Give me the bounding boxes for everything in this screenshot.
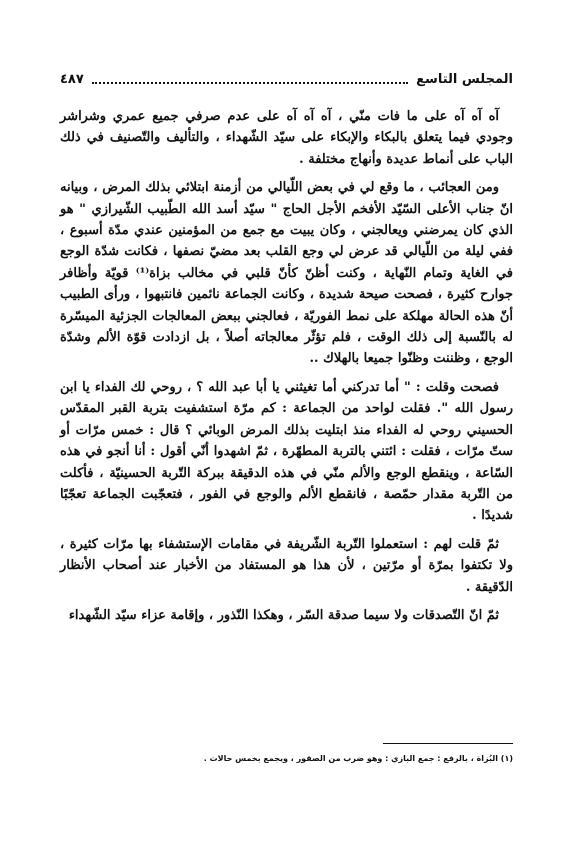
paragraph: ومن العجائب ، ما وقع لي في بعض اللّيالي من أزمنة ابتلائي بذلك المرض ، وبيانه انّ جناب الأعلى السّيّد الأفخم الأجل الحاج " سيّد أسد الله الطّبيب الشّيرازي " هو الذي كان يمرضني ويعالجني ، وكان يبيت مع جمع من المؤمنين عندي مدّة أسبوع ، ففي ليلة من اللّيالي قد عرض لي وجع القلب بعد مضيّ نصفها ، فكانت شدّة الوجع في الغاية وتمام النّهاية ، وكنت أظنّ كأنّ قلبي في مخالب بزاة⁽¹⁾ قويّة وأظافر جوارح كثيرة ، فصحت صيحة شديدة ، وكانت الجماعة نائمين فانتبهوا ، ورأى الطبيب أنّ هذه الحالة مهلكة على نمط الفوريّة ، فعالجني ببعض المعالجات الجزئية الميسّرة له بالنّسبة إلى ذلك الوقت ، فلم تؤثّر معالجاته أصلاً ، بل ازدادت قوّة الألم وشدّة الوجع ، وظننت وظنّوا جميعا بالهلاك ..: [60, 180, 514, 367]
header-dot-leader: [92, 74, 408, 84]
page-body: [60, 106, 513, 626]
paragraph: فصحت وقلت : " أما تدركني أما تغيثني يا أبا عبد الله ؟ ، روحي لك الفداء يا ابن رسول الله ". فقلت لواحد من الجماعة : كم مرّة استشفيت بتربة القبر المقدّس الحسيني روحي له الفداء منذ ابتليت بذلك المرض الوبائي ؟ قال : خمس مرّات أو ستّ مرّات ، فقلت : ائتني بالتربة المطهّرة ، ثمّ اشهدوا أنّي أقول : أنا أنجو في هذه السّاعة ، وينقطع الوجع والألم منّي في هذه الدقيقة ببركة التّربة الحسينيّة ، فأكلت من التّربة مقدار حمّصة ، فانقطع الألم والوجع في الفور ، فتعجّبت الجماعة تعجّبًا شديدًا .: [60, 379, 513, 524]
footnote: (١) البُزاة ، بالرفع : جمع البازي : وهو ضرب من الصقور ، ويجمع بخمس حالات .: [203, 754, 513, 763]
paragraph: آه آه آه على ما فات منّي ، آه آه آه على عدم صرفي جميع عمري وشراشر وجودي فيما يتعلق بالبكاء والإبكاء على سيّد الشّهداء ، والتأليف والتّصنيف في ذلك الباب على أنماط عديدة وأنهاج مختلفة .: [60, 109, 513, 167]
chapter-title: المجلس التاسع: [416, 71, 513, 87]
footnote-divider: [383, 743, 513, 744]
paragraph: ثمّ قلت لهم : استعملوا التّربة الشّريفة في مقامات الإستشفاء بها مرّات كثيرة ، ولا تكتفوا بمرّة أو مرّتين ، لأن هذا هو المستفاد من الأخبار عند أصحاب الأنظار الدّقيقة .: [60, 536, 513, 595]
running-header: [60, 68, 513, 90]
page-number: ٤٨٧: [60, 71, 84, 87]
paragraph: ثمّ انّ التّصدقات ولا سيما صدقة السّر ، وهكذا النّذور ، وإقامة عزاء سيّد الشّهداء: [68, 607, 499, 623]
